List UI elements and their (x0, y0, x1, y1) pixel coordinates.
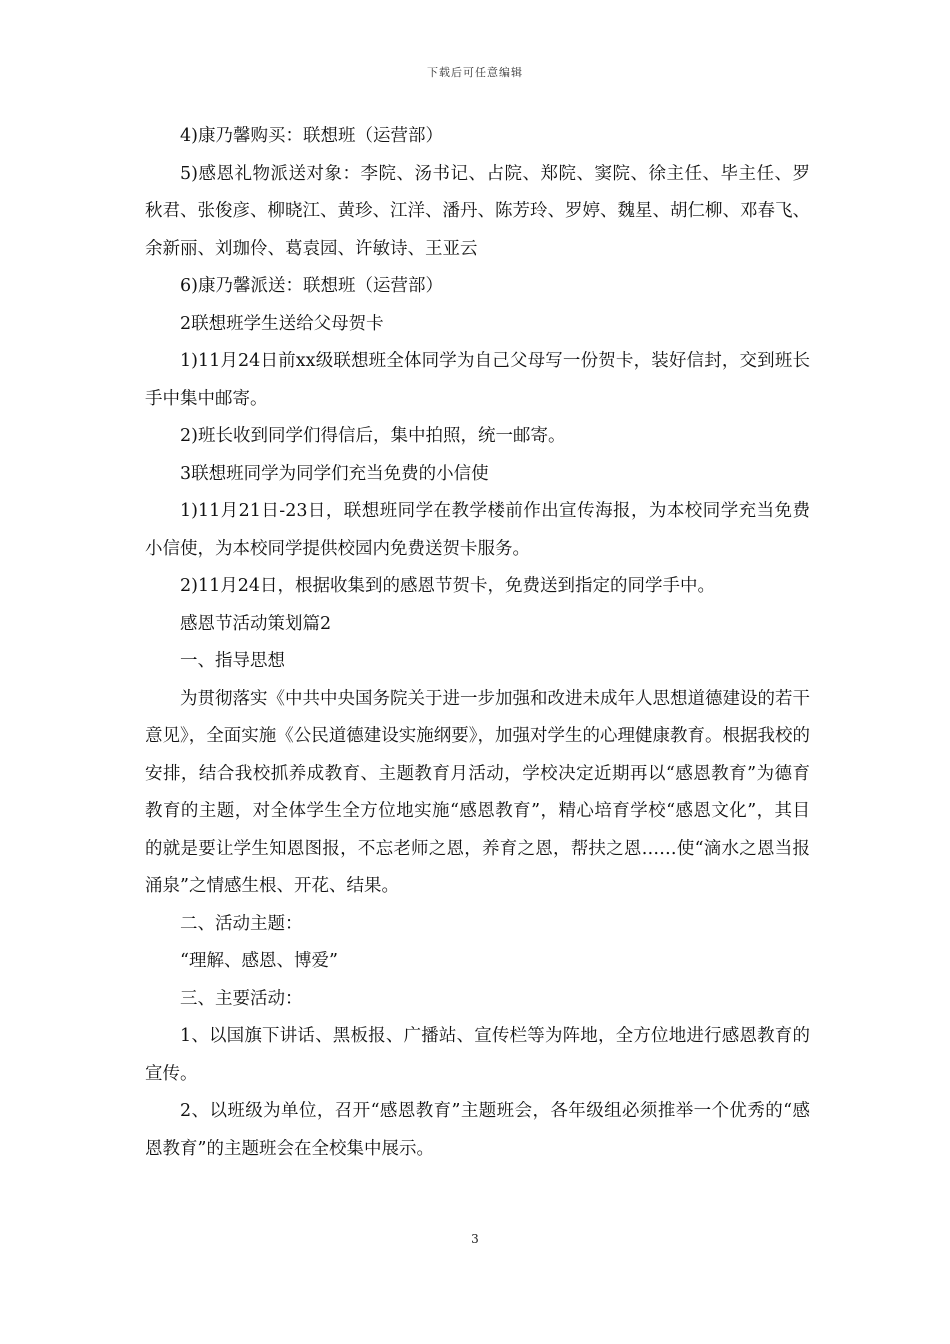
paragraph: 1)11月24日前xx级联想班全体同学为自己父母写一份贺卡，装好信封，交到班长手中集中邮寄。 (145, 351, 810, 409)
paragraph: 1)11月21日-23日，联想班同学在教学楼前作出宣传海报，为本校同学充当免费小信使，为本校同学提供校园内免费送贺卡服务。 (145, 501, 810, 559)
section-heading: 2联想班学生送给父母贺卡 (180, 313, 384, 334)
document-body (145, 118, 810, 1168)
paragraph: 4)康乃馨购买：联想班（运营部） (180, 126, 443, 146)
page-number: 3 (471, 1232, 479, 1246)
paragraph: 2)11月24日，根据收集到的感恩节贺卡，免费送到指定的同学手中。 (180, 576, 715, 596)
paragraph: 为贯彻落实《中共中央国务院关于进一步加强和改进未成年人思想道德建设的若干意见》，全面实施《公民道德建设实施纲要》，加强对学生的心理健康教育。根据我校的安排，结合我校抓养成教育、主题教育月活动，学校决定近期再以“感恩教育”为德育教育的主题，对全体学生全方位地实施“感恩教育”，精心培育学校“感恩文化”，其目的就是要让学生知恩图报，不忘老师之恩，养育之恩，帮扶之恩……使“滴水之恩当报涌泉”之情感生根、开花、结果。 (145, 688, 810, 896)
paragraph: 1、以国旗下讲话、黑板报、广播站、宣传栏等为阵地，全方位地进行感恩教育的宣传。 (145, 1026, 810, 1084)
paragraph: 2、以班级为单位，召开“感恩教育”主题班会，各年级组必须推举一个优秀的“感恩教育”的主题班会在全校集中展示。 (145, 1101, 810, 1159)
paragraph: “理解、感恩、博爱” (180, 951, 338, 971)
paragraph: 5)感恩礼物派送对象：李院、汤书记、占院、郑院、窦院、徐主任、毕主任、罗秋君、张俊彦、柳晓江、黄珍、江洋、潘丹、陈芳玲、罗婷、魏星、胡仁柳、邓春飞、余新丽、刘珈伶、葛袁园、许敏诗、王亚云 (145, 163, 810, 259)
section-heading: 三、主要活动： (180, 988, 303, 1009)
paragraph: 6)康乃馨派送：联想班（运营部） (180, 276, 443, 296)
section-heading: 一、指导思想 (180, 651, 285, 671)
section-heading: 感恩节活动策划篇2 (180, 613, 332, 634)
page-header: 下载后可任意编辑 (427, 66, 523, 79)
section-heading: 二、活动主题： (180, 913, 303, 934)
section-heading: 3联想班同学为同学们充当免费的小信使 (180, 463, 489, 484)
paragraph: 2)班长收到同学们得信后，集中拍照，统一邮寄。 (180, 426, 566, 446)
